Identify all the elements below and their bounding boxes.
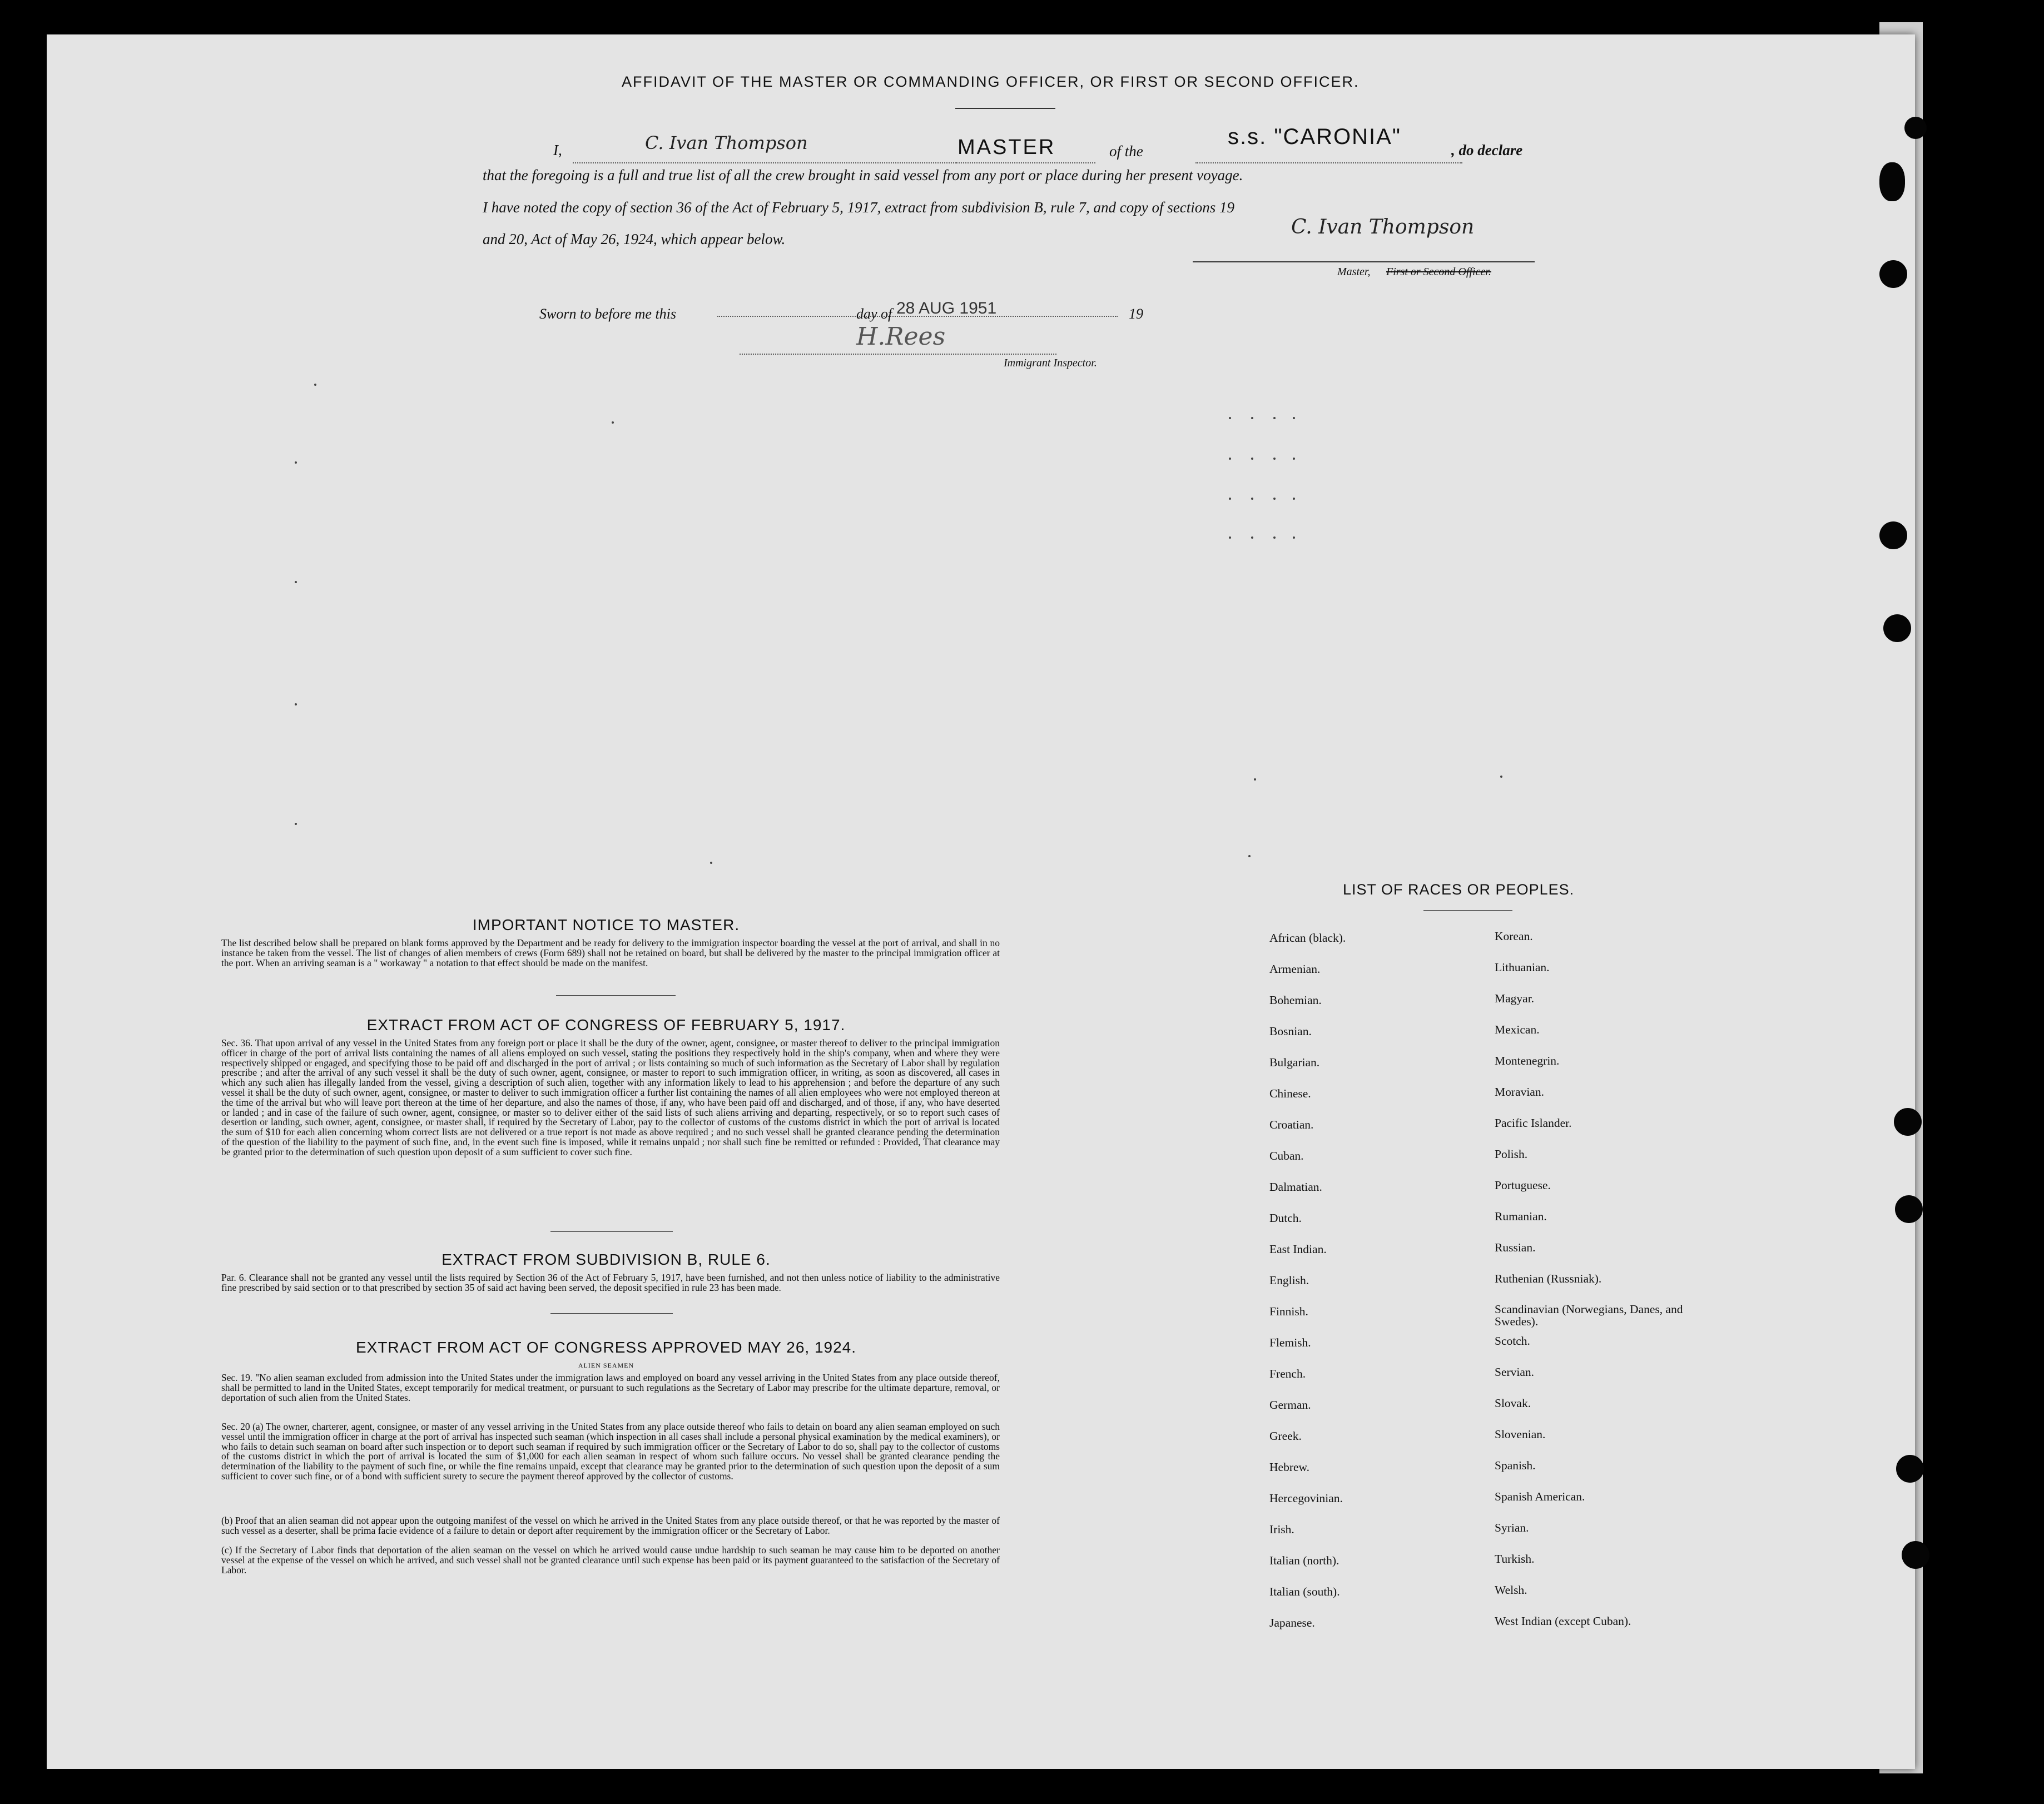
race-item: Spanish. [1495,1459,1536,1472]
race-item: Italian (south). [1269,1585,1340,1598]
rank-text: MASTER [957,136,1056,159]
day-of-label: day of [856,306,892,322]
race-item: Lithuanian. [1495,961,1550,974]
notice-rule [556,995,676,996]
race-item: Scotch. [1495,1334,1530,1348]
punch-hole [1896,1455,1924,1483]
blank-dot [1273,417,1276,419]
punch-hole [1904,117,1927,139]
race-item: Russian. [1495,1241,1536,1254]
alien-seamen-subheading: ALIEN SEAMEN [578,1361,634,1369]
race-item: Slovak. [1495,1397,1531,1410]
affidavit-line3: I have noted the copy of section 36 of the Act of February 5, 1917, extract from subdivision B, rule 7, and copy of sections 19 [483,199,1234,216]
signature-line [1193,261,1535,262]
race-item: Mexican. [1495,1023,1540,1036]
subdivision-b-text: Par. 6. Clearance shall not be granted any vessel until the lists required by Section 36 of the Act of February 5, 1917, have been furnished, and not then unless notice of liability to the administrative fine prescribed by said section or to that prescribed by section 35 of said act having been served, the deposit specified in rule 23 has been made. [221,1272,1000,1293]
notice-heading: IMPORTANT NOTICE TO MASTER. [472,916,740,933]
blank-dot [1251,458,1253,460]
blank-dot [1273,458,1276,460]
blank-dot [295,461,297,464]
race-item: Ruthenian (Russniak). [1495,1272,1602,1285]
subdivision-b-heading: EXTRACT FROM SUBDIVISION B, RULE 6. [441,1251,771,1268]
extract-1924-p2: Sec. 20 (a) The owner, charterer, agent, consignee, or master of any vessel arriving in the United States from any place outside thereof who fails to detain on board any alien seaman employed on such vessel until the immigration officer in charge at the port of arrival has inspected such seaman (which inspection in all cases shall include a personal physical examination by the medical examiners), or who fails to detain such seaman on board after such inspection or to deport such seaman if required by such immigration officer or the Secretary of Labor to do so, shall pay to the collector of customs of the customs district in which the port of arrival is located the sum of $1,000 for each alien seaman in respect of whom such failure occurs. No vessel shall be granted clearance pending the determination of the liability to the payment of such fine, or while the fine remains unpaid, except that clearance may be granted prior to the determination of such question upon the deposit of a sum sufficient to cover such fine, or of a bond with sufficient surety to secure the payment thereof approved by the collector of customs. [221,1421,1000,1482]
affidavit-line4: and 20, Act of May 26, 1924, which appear below. [483,231,786,247]
blank-dot [1229,536,1231,539]
extract-1917-heading: EXTRACT FROM ACT OF CONGRESS OF FEBRUARY 5, 1917. [366,1016,846,1033]
inspector-line [740,354,1056,355]
do-declare: , do declare [1451,142,1523,158]
races-heading: LIST OF RACES OR PEOPLES. [1343,881,1575,898]
race-item: Chinese. [1269,1087,1311,1100]
race-item: Servian. [1495,1365,1535,1379]
signer-name: C. Ivan Thompson [645,132,808,153]
race-item: Dutch. [1269,1211,1302,1225]
master-signature: C. Ivan Thompson [1291,216,1475,238]
blank-dot [1248,855,1251,857]
race-item: English. [1269,1274,1309,1287]
race-item: West Indian (except Cuban). [1495,1614,1631,1628]
race-item: Armenian. [1269,962,1321,976]
blank-dot [1251,417,1253,419]
blank-dot [314,384,316,386]
races-rule [1423,910,1512,911]
blank-dot [1273,536,1276,539]
race-item: Japanese. [1269,1616,1315,1629]
race-item: East Indian. [1269,1243,1327,1256]
punch-hole [1895,1195,1923,1223]
blank-dot [295,703,297,705]
race-item: Korean. [1495,930,1533,943]
blank-dot [1293,458,1295,460]
race-item: Slovenian. [1495,1428,1546,1441]
race-item: Rumanian. [1495,1210,1547,1223]
blank-dot [295,581,297,583]
punch-hole [1883,614,1911,642]
race-item: German. [1269,1398,1311,1412]
race-item: Hercegovinian. [1269,1492,1343,1505]
race-item: Dalmatian. [1269,1180,1322,1194]
blank-dot [1229,458,1231,460]
punch-hole [1894,1108,1922,1136]
affidavit-title: AFFIDAVIT OF THE MASTER OR COMMANDING OFFICER, OR FIRST OR SECOND OFFICER. [622,73,1360,90]
race-item: Finnish. [1269,1305,1308,1318]
year-prefix: 19 [1129,306,1143,322]
races-right-column [1495,930,1700,1646]
race-item: Magyar. [1495,992,1535,1005]
blank-dot [1293,417,1295,419]
affidavit-line2: that the foregoing is a full and true list of all the crew brought in said vessel from any port or place during her present voyage. [483,167,1243,183]
extract-1924-p3: (b) Proof that an alien seaman did not appear upon the outgoing manifest of the vessel on which he arrived in the United States from any place outside thereof, or that he was reported by the master of such vessel as a deserter, shall be prima facie evidence of a failure to detain or deport after requirement by the immigration officer or the Secretary of Labor. [221,1515,1000,1536]
race-item: Pacific Islander. [1495,1116,1572,1130]
race-item: Cuban. [1269,1149,1304,1162]
race-item: Hebrew. [1269,1460,1310,1474]
race-item: Portuguese. [1495,1179,1551,1192]
race-item: Croatian. [1269,1118,1314,1131]
struck-officer-label: First or Second Officer. [1386,266,1491,278]
race-item: Moravian. [1495,1085,1544,1099]
notice-text: The list described below shall be prepared on blank forms approved by the Department and be ready for delivery to the immigration inspector boarding the vessel at the port of arrival, and shall in no instance be taken from the vessel. The list of changes of alien members of crews (Form 689) shall not be retained on board, but shall be delivered by the master to the principal immigration officer at the port. When an arriving seaman is a " workaway " a notation to that effect should be made on the manifest. [221,937,1000,968]
race-item: Scandinavian (Norwegians, Danes, and Swedes). [1495,1303,1683,1328]
blank-dot [1273,498,1276,500]
blank-dot [1229,498,1231,500]
race-item: Welsh. [1495,1583,1527,1597]
race-item: Montenegrin. [1495,1054,1560,1067]
blank-dot [1251,536,1253,539]
of-the-label: of the [1109,143,1143,160]
master-label: Master, [1337,266,1371,278]
race-item: French. [1269,1367,1306,1380]
blank-dot [1293,536,1295,539]
blank-dot [295,823,297,825]
subdivision-b-rule [550,1313,673,1314]
punch-hole [1879,521,1907,549]
title-underline [955,108,1055,109]
blank-dot [612,421,614,424]
affidavit-i: I, [553,142,562,158]
sworn-prefix: Sworn to before me this [539,306,677,322]
blank-dot [1251,498,1253,500]
punch-hole [1902,1541,1929,1569]
extract-1924-heading: EXTRACT FROM ACT OF CONGRESS APPROVED MAY 26, 1924. [355,1339,857,1356]
blank-dot [710,862,712,864]
extract-1917-rule [550,1231,673,1232]
date-stamp: 28 AUG 1951 [896,299,997,317]
race-item: Spanish American. [1495,1490,1585,1503]
extract-1917-text: Sec. 36. That upon arrival of any vessel in the United States from any foreign port or place it shall be the duty of the owner, agent, consignee, or master thereof to deliver to the principal immigration officer in charge of the port of arrival lists containing the names of all aliens employed on such vessel, stating the positions they respectively hold in the ship's company, when and where they were respectively shipped or engaged, and specifying those to be paid off and discharged in the port of arrival ; or lists containing so much of such information as the Secretary of Labor shall by regulation prescribe ; and after the arrival of any such vessel it shall be the duty of such owner, agent, consignee, or master to report to such immigration officer, in writing, as soon as discovered, all cases in which any such alien has illegally landed from the vessel, giving a description of such alien, together with any information likely to lead to his apprehension ; and before the departure of any such vessel it shall be the duty of such owner, agent, consignee, or master to deliver to such immigration officer a further list containing the names of all alien employees who were not employed thereon at the time of the arrival but who will leave port thereon at the time of her departure, and also the names of those, if any, who have been paid off and discharged, and of those, if any, who have deserted or landed ; and in case of the failure of such owner, agent, consignee, or master so to deliver either of the said lists of such aliens arriving and departing, respectively, or so to report such cases of desertion or landing, such owner, agent, consignee, or master shall, if required by the Secretary of Labor, pay to the collector of customs of the customs district in which the port of arrival is located the sum of $10 for each alien concerning whom correct lists are not delivered or a true report is not made as above required ; and no such vessel shall be granted clearance pending the determination of the question of the liability to the payment of such fine, and, in the event such fine is imposed, while it remains unpaid ; nor shall such fine be remitted or refunded : Provided, That clearance may be granted prior to the determination of such question upon deposit of a sum sufficient to cover such fine. [221,1037,1000,1157]
race-item: Italian (north). [1269,1554,1339,1567]
race-item: Bosnian. [1269,1025,1312,1038]
race-item: Greek. [1269,1429,1302,1443]
extract-1924-p4: (c) If the Secretary of Labor finds that deportation of the alien seaman on the vessel on which he arrived would cause undue hardship to such seaman he may cause him to be deported on another vessel at the expense of the vessel on which he arrived, and such vessel shall not be granted clearance until such expense has been paid or its payment guaranteed to the satisfaction of the Secretary of Labor. [221,1544,1000,1576]
blank-dot [1293,498,1295,500]
punch-hole [1879,162,1905,201]
race-item: Polish. [1495,1147,1528,1161]
vessel-name: s.s. "CARONIA" [1228,125,1401,149]
blank-dot [1500,776,1502,778]
blank-dot [1229,417,1231,419]
race-item: Bohemian. [1269,993,1322,1007]
race-item: Irish. [1269,1523,1294,1536]
inspector-signature: H.Rees [856,322,946,351]
race-item: Syrian. [1495,1521,1529,1534]
race-item: Flemish. [1269,1336,1311,1349]
punch-hole [1879,260,1907,288]
race-item: Bulgarian. [1269,1056,1320,1069]
inspector-label: Immigrant Inspector. [1004,357,1097,369]
extract-1924-p1: Sec. 19. "No alien seaman excluded from admission into the United States under the immigration laws and employed on board any vessel arriving in the United States from any place outside thereof, shall be permitted to land in the United States, except temporarily for medical treatment, or pursuant to such regulations as the Secretary of Labor may prescribe for the ultimate departure, removal, or deportation of such alien from the United States. [221,1372,1000,1403]
blank-dot [1254,778,1256,781]
race-item: African (black). [1269,931,1346,945]
race-item: Turkish. [1495,1552,1535,1566]
races-left-column [1269,931,1470,1647]
